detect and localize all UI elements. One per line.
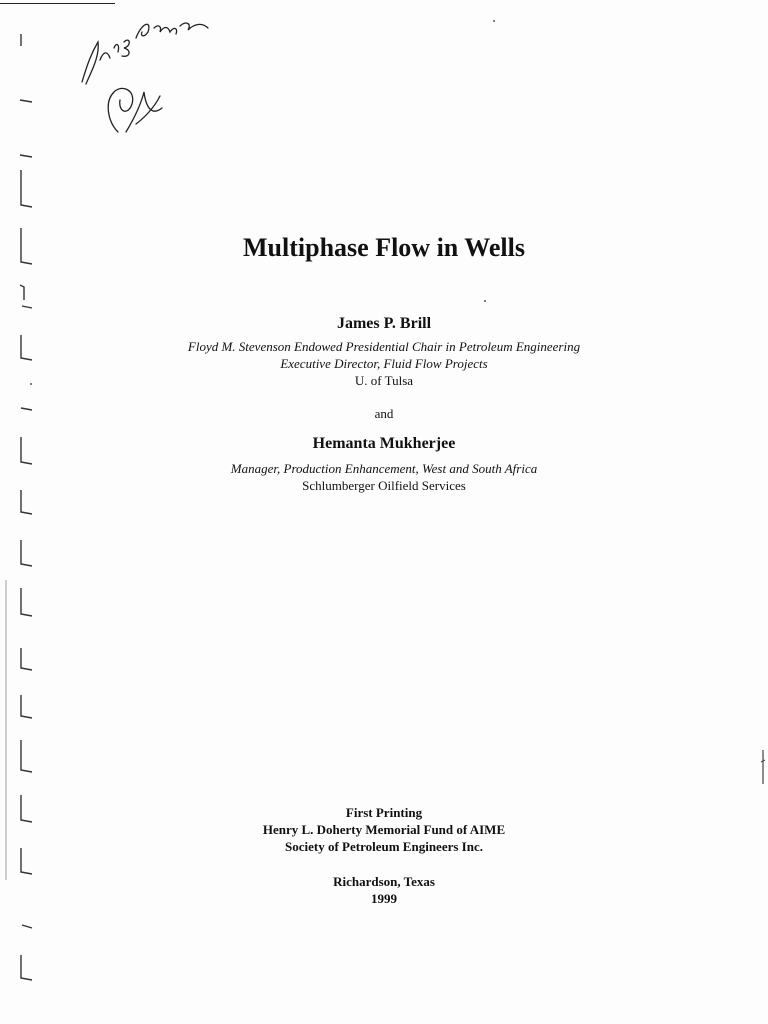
- author-1-affiliation-line-1: Floyd M. Stevenson Endowed Presidential Chair in Petroleum Engineering: [187, 339, 581, 354]
- book-title: Multiphase Flow in Wells: [243, 233, 525, 262]
- binding-holes: [0, 0, 50, 1024]
- scan-speck: [484, 300, 486, 302]
- author-1-affiliation-line-2: Executive Director, Fluid Flow Projects: [280, 356, 488, 371]
- publication-place: Richardson, Texas: [333, 874, 435, 889]
- scan-edge-mark: [760, 748, 766, 788]
- author-name-1: James P. Brill: [336, 315, 432, 332]
- author-name-2: Hemanta Mukherjee: [312, 435, 456, 452]
- author-2-affiliation-line-1: Manager, Production Enhancement, West and South Africa: [230, 461, 538, 476]
- scan-speck: [30, 383, 32, 385]
- printing-edition: First Printing: [345, 805, 423, 820]
- publication-year: 1999: [371, 891, 397, 906]
- publisher-society: Society of Petroleum Engineers Inc.: [285, 839, 483, 854]
- author-2-affiliation-line-2: Schlumberger Oilfield Services: [302, 478, 466, 493]
- publisher-fund: Henry L. Doherty Memorial Fund of AIME: [262, 822, 506, 837]
- author-conjunction: and: [374, 406, 394, 421]
- handwritten-signature: [70, 12, 220, 147]
- scan-speck: [493, 20, 495, 22]
- author-1-affiliation-line-3: U. of Tulsa: [354, 373, 414, 388]
